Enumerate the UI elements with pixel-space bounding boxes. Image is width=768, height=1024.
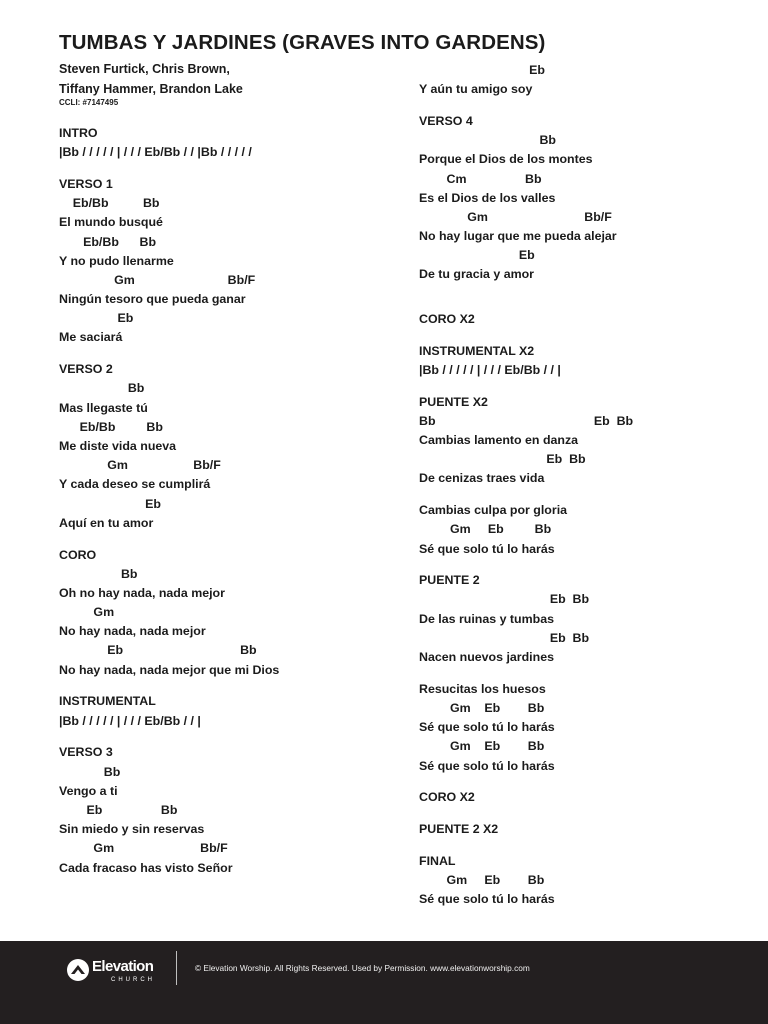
right-lyrics-column bbox=[419, 61, 739, 909]
lyric-line: Bb bbox=[419, 133, 557, 148]
lyric-line: Eb Bb bbox=[419, 452, 586, 467]
lyric-line: Y cada deseo se cumplirá bbox=[59, 477, 211, 492]
lyric-line: Sé que solo tú lo harás bbox=[419, 720, 555, 735]
lyric-line: No hay nada, nada mejor que mi Dios bbox=[59, 662, 280, 677]
lyric-line: Es el Dios de los valles bbox=[419, 190, 556, 205]
lyric-line: Oh no hay nada, nada mejor bbox=[59, 585, 225, 600]
song-title: TUMBAS Y JARDINES (GRAVES INTO GARDENS) bbox=[59, 31, 546, 54]
lyric-line: VERSO 3 bbox=[59, 745, 113, 760]
lyric-line: No hay lugar que me pueda alejar bbox=[419, 229, 617, 244]
lyric-line: PUENTE 2 bbox=[419, 573, 480, 588]
lyric-line: Eb bbox=[419, 63, 545, 77]
lyric-line: Sé que solo tú lo harás bbox=[419, 892, 555, 907]
lyric-line: Cambias lamento en danza bbox=[419, 432, 579, 447]
lyric-line: Eb bbox=[59, 496, 161, 511]
lyric-line: Bb bbox=[59, 566, 138, 581]
lyric-line: De cenizas traes vida bbox=[419, 471, 545, 486]
lyric-line: Gm Bb/F bbox=[59, 272, 256, 287]
author-line: Tiffany Hammer, Brandon Lake bbox=[59, 81, 243, 96]
stanza-gap bbox=[419, 99, 739, 112]
lyric-line: Me diste vida nueva bbox=[59, 439, 177, 453]
stanza-gap bbox=[59, 731, 389, 744]
lyric-line: Eb/Bb Bb bbox=[59, 196, 160, 211]
lyric-line: Aquí en tu amor bbox=[59, 515, 154, 530]
lyric-line: Nacen nuevos jardines bbox=[419, 650, 554, 665]
lyric-line: Eb Bb bbox=[419, 630, 590, 645]
stanza-gap bbox=[419, 667, 739, 680]
lyric-line: Eb Bb bbox=[59, 643, 257, 658]
lyric-line: No hay nada, nada mejor bbox=[59, 624, 206, 639]
lyric-line: VERSO 2 bbox=[59, 362, 113, 377]
left-lyrics-column bbox=[59, 124, 389, 878]
footer-bar bbox=[0, 941, 768, 1024]
mountain-logo-icon bbox=[67, 959, 89, 981]
ccli-number: CCLI: #7147495 bbox=[59, 98, 119, 107]
lyric-line: INSTRUMENTAL X2 bbox=[419, 343, 535, 358]
stanza-gap bbox=[419, 559, 739, 572]
lyric-line: De tu gracia y amor bbox=[419, 267, 535, 282]
stanza-gap bbox=[419, 776, 739, 789]
stanza-gap bbox=[59, 162, 389, 175]
lyric-line: Eb Bb bbox=[419, 592, 590, 607]
lyric-line: Gm bbox=[59, 605, 115, 620]
lyric-line: CORO X2 bbox=[419, 311, 475, 326]
song-authors bbox=[59, 60, 243, 99]
lyric-line: PUENTE X2 bbox=[419, 394, 488, 409]
lyric-line: Gm Eb Bb bbox=[419, 522, 552, 537]
lyric-line: |Bb / / / / / | / / / Eb/Bb / / |Bb / / / / / bbox=[59, 145, 252, 160]
lyric-line: |Bb / / / / / | / / / Eb/Bb / / | bbox=[59, 713, 201, 728]
lyric-line: Gm Bb/F bbox=[59, 458, 221, 473]
lyric-line: Vengo a ti bbox=[59, 783, 118, 798]
lyric-line: Sin miedo y sin reservas bbox=[59, 822, 205, 837]
stanza-gap bbox=[59, 348, 389, 361]
lyric-line: CORO bbox=[59, 547, 97, 562]
lyric-line: Eb/Bb Bb bbox=[59, 419, 163, 434]
stanza-gap bbox=[419, 380, 739, 393]
lyric-line: Ningún tesoro que pueda ganar bbox=[59, 292, 246, 307]
stanza-gap bbox=[419, 329, 739, 342]
lyric-line: Bb bbox=[59, 381, 145, 396]
lyric-line: Gm Bb/F bbox=[59, 841, 228, 856]
lyric-line: |Bb / / / / / | / / / Eb/Bb / / | bbox=[419, 362, 561, 377]
lyric-line: Me saciará bbox=[59, 330, 123, 345]
lyric-line: De las ruinas y tumbas bbox=[419, 611, 554, 626]
stanza-gap bbox=[59, 533, 389, 546]
lyric-line: Cm Bb bbox=[419, 171, 542, 186]
lyric-line: VERSO 1 bbox=[59, 176, 113, 191]
stanza-gap bbox=[419, 808, 739, 821]
lyric-line: Gm Eb Bb bbox=[419, 701, 545, 715]
lyric-line: El mundo busqué bbox=[59, 215, 163, 230]
footer-divider bbox=[176, 951, 177, 985]
lyric-line: Sé que solo tú lo harás bbox=[419, 758, 555, 773]
logo-subtext: CHURCH bbox=[111, 977, 155, 983]
lyric-line: Bb bbox=[59, 764, 121, 779]
stanza-gap bbox=[419, 489, 739, 502]
lyric-line: Gm Eb Bb bbox=[419, 739, 545, 754]
lyric-line: Gm Eb Bb bbox=[419, 873, 545, 888]
lyric-line: Y no pudo llenarme bbox=[59, 253, 174, 268]
lyric-line: Eb Bb bbox=[59, 802, 178, 817]
lyric-line: Cada fracaso has visto Señor bbox=[59, 860, 233, 875]
lyric-line: Bb Eb Bb bbox=[419, 413, 634, 428]
stanza-gap bbox=[419, 285, 739, 298]
lyric-line: Porque el Dios de los montes bbox=[419, 152, 593, 167]
stanza-gap bbox=[419, 297, 739, 310]
lyric-line: Sé que solo tú lo harás bbox=[419, 541, 555, 556]
lyric-line: Gm Bb/F bbox=[419, 209, 612, 224]
lyric-line: CORO X2 bbox=[419, 790, 475, 805]
lyric-line: Resucitas los huesos bbox=[419, 681, 546, 696]
logo-wordmark: Elevation bbox=[92, 958, 154, 975]
lyric-line: Eb bbox=[59, 311, 134, 326]
author-line: Steven Furtick, Chris Brown, bbox=[59, 62, 230, 76]
stanza-gap bbox=[59, 680, 389, 693]
lyric-line: VERSO 4 bbox=[419, 113, 473, 128]
lyric-line: Y aún tu amigo soy bbox=[419, 82, 533, 97]
lyric-line: FINAL bbox=[419, 853, 456, 868]
copyright-text: © Elevation Worship. All Rights Reserved. Used by Permission. www.elevationworship.com bbox=[195, 963, 530, 973]
stanza-gap bbox=[419, 839, 739, 852]
lyric-line: INSTRUMENTAL bbox=[59, 694, 156, 709]
lyric-line: Eb bbox=[419, 248, 535, 263]
lyric-line: INTRO bbox=[59, 126, 98, 140]
lyric-line: PUENTE 2 X2 bbox=[419, 822, 499, 837]
lyric-line: Mas llegaste tú bbox=[59, 400, 148, 415]
lyric-line: Cambias culpa por gloria bbox=[419, 503, 568, 518]
lyric-line: Eb/Bb Bb bbox=[59, 234, 157, 249]
